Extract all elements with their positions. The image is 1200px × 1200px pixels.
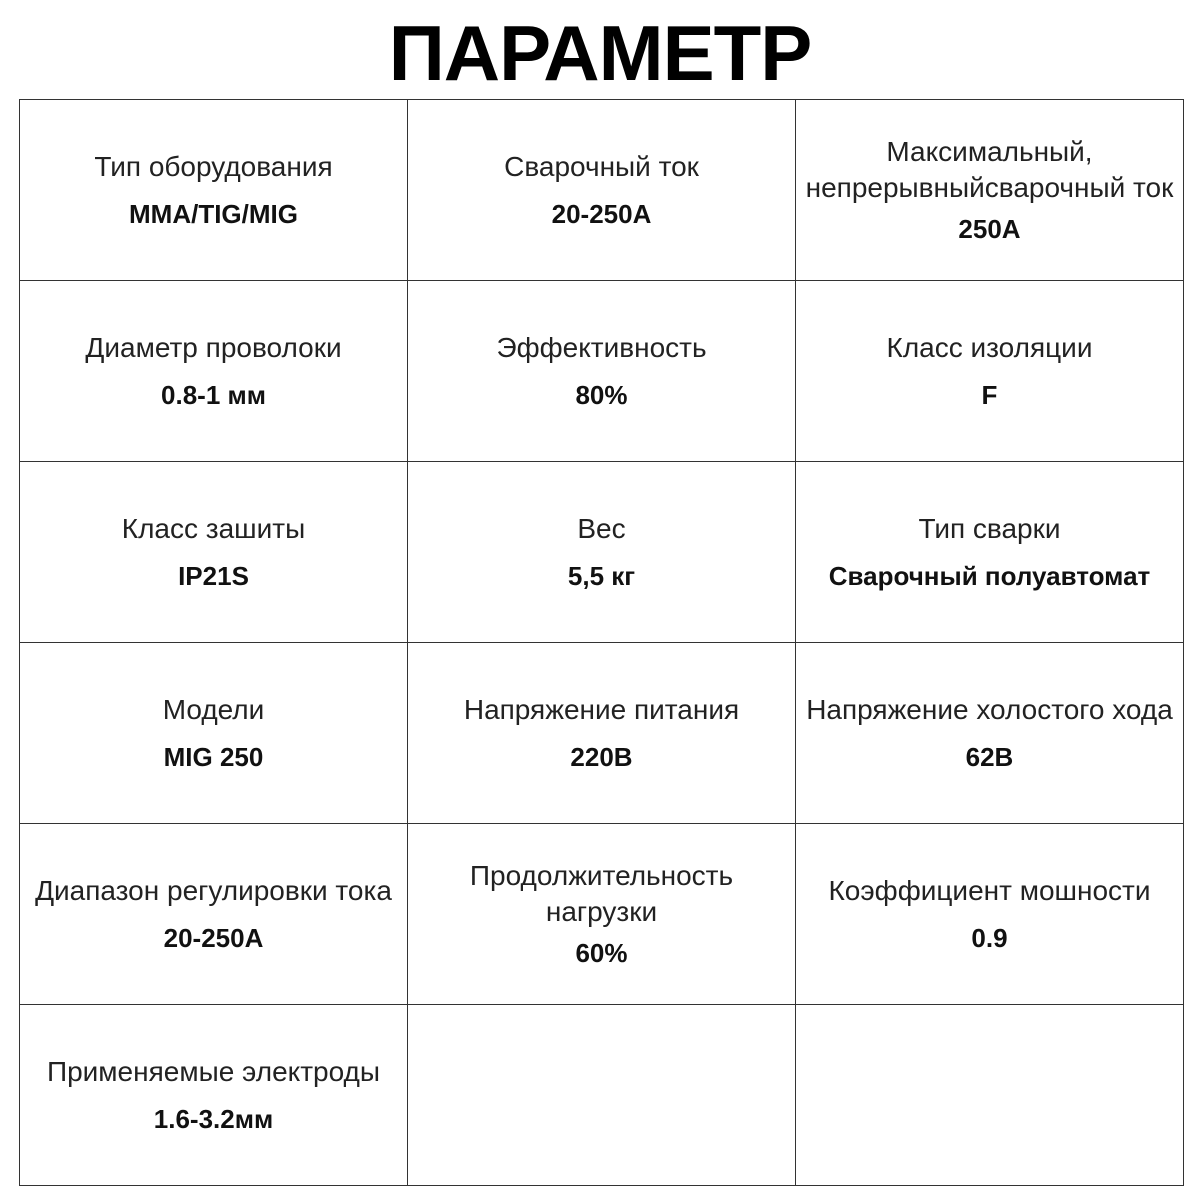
- spec-label: Продолжительность нагрузки: [469, 860, 734, 927]
- spec-cell-insulation-class: [796, 281, 1184, 462]
- spec-label: Модели: [162, 694, 265, 725]
- spec-value: 0.9: [971, 923, 1008, 953]
- table-row: [20, 462, 1184, 643]
- spec-label: Диаметр проволоки: [85, 332, 342, 363]
- spec-label: Сварочный ток: [504, 151, 699, 182]
- spec-label: Класс зашиты: [121, 513, 306, 544]
- spec-value: MIG 250: [163, 742, 264, 772]
- spec-label: Эффективность: [496, 332, 707, 363]
- spec-value: IP21S: [178, 561, 249, 591]
- spec-cell-wire-diameter: [20, 281, 408, 462]
- spec-label: Тип оборудования: [94, 151, 333, 182]
- spec-label: Максимальный, непрерывныйсварочный ток: [805, 136, 1174, 203]
- table-row: [20, 643, 1184, 824]
- table-row: [20, 824, 1184, 1005]
- spec-cell-empty: [408, 1005, 796, 1186]
- table-row: [20, 281, 1184, 462]
- spec-value: F: [981, 380, 998, 410]
- spec-value: 80%: [575, 380, 628, 410]
- spec-cell-empty: [796, 1005, 1184, 1186]
- spec-value: 1.6-3.2мм: [153, 1104, 274, 1134]
- spec-cell-max-current: [796, 100, 1184, 281]
- table-row: [20, 100, 1184, 281]
- table-row: [20, 1005, 1184, 1186]
- spec-label: Класс изоляции: [886, 332, 1093, 363]
- spec-label: Диапазон регулировки тока: [35, 875, 392, 906]
- spec-cell-idle-voltage: [796, 643, 1184, 824]
- spec-label: Применяемые электроды: [46, 1056, 381, 1087]
- spec-value: 0.8-1 мм: [161, 380, 266, 410]
- spec-cell-duty-cycle: [408, 824, 796, 1005]
- spec-label: Напряжение питания: [463, 694, 740, 725]
- spec-label: Коэффициент мошности: [828, 875, 1151, 906]
- spec-value: 5,5 кг: [567, 561, 636, 591]
- spec-value: 60%: [575, 938, 628, 968]
- spec-table: [19, 99, 1184, 1186]
- spec-cell-models: [20, 643, 408, 824]
- spec-cell-supply-voltage: [408, 643, 796, 824]
- spec-value: 20-250A: [551, 199, 652, 229]
- spec-label: Тип сварки: [918, 513, 1061, 544]
- spec-value: 220В: [570, 742, 633, 772]
- spec-value: MMA/TIG/MIG: [129, 199, 298, 229]
- spec-value: 250А: [958, 214, 1021, 244]
- spec-label: Вес: [577, 513, 626, 544]
- spec-cell-protection-class: [20, 462, 408, 643]
- spec-value: 20-250A: [163, 923, 264, 953]
- spec-value: 62В: [965, 742, 1014, 772]
- spec-cell-power-factor: [796, 824, 1184, 1005]
- spec-value: Сварочный полуавтомат: [828, 561, 1151, 591]
- spec-cell-welding-type: [796, 462, 1184, 643]
- spec-cell-electrodes: [20, 1005, 408, 1186]
- spec-cell-current-range: [20, 824, 408, 1005]
- spec-cell-welding-current: [408, 100, 796, 281]
- spec-label: Напряжение холостого хода: [806, 694, 1173, 725]
- spec-cell-equipment-type: [20, 100, 408, 281]
- spec-cell-efficiency: [408, 281, 796, 462]
- page-title: ПАРАМЕТР: [388, 9, 812, 97]
- spec-cell-weight: [408, 462, 796, 643]
